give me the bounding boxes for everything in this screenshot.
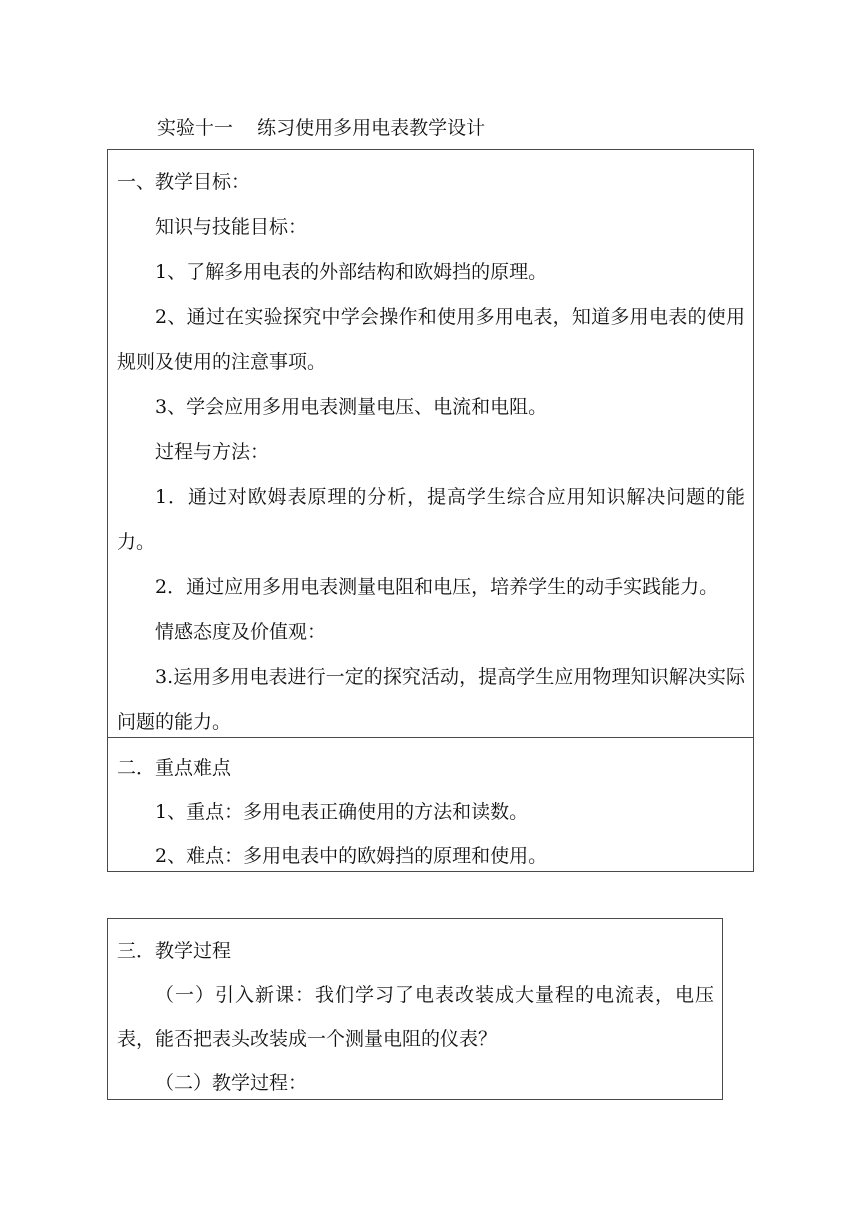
key-point-item-1: 1、重点：多用电表正确使用的方法和读数。 xyxy=(155,801,529,823)
document-title: 实验十一 练习使用多用电表教学设计 xyxy=(157,117,486,139)
key-point-item-2: 2、难点：多用电表中的欧姆挡的原理和使用。 xyxy=(155,845,548,867)
objectives-and-keypoints-table xyxy=(107,149,754,872)
process-item-1: 1．通过对欧姆表原理的分析，提高学生综合应用知识解决问题的能力。 xyxy=(117,486,745,553)
teaching-objectives-section xyxy=(108,150,753,737)
section-heading-objectives: 一、教学目标： xyxy=(117,171,251,193)
subheading-teaching-process: （二）教学过程： xyxy=(155,1072,308,1094)
subheading-process-methods: 过程与方法： xyxy=(155,441,270,463)
key-difficult-points-section xyxy=(108,737,753,878)
process-item-2: 2．通过应用多用电表测量电阻和电压，培养学生的动手实践能力。 xyxy=(155,576,719,598)
teaching-process-section xyxy=(108,919,722,1105)
emotion-item-1: 3.运用多用电表进行一定的探究活动，提高学生应用物理知识解决实际问题的能力。 xyxy=(117,666,745,733)
teaching-process-table xyxy=(107,918,723,1100)
subheading-knowledge-skills: 知识与技能目标： xyxy=(155,216,308,238)
section-heading-teaching-process: 三．教学过程 xyxy=(117,940,232,962)
knowledge-item-2: 2、通过在实验探究中学会操作和使用多用电表，知道多用电表的使用规则及使用的注意事项。 xyxy=(117,306,745,373)
knowledge-item-1: 1、了解多用电表的外部结构和欧姆挡的原理。 xyxy=(155,261,548,283)
knowledge-item-3: 3、学会应用多用电表测量电压、电流和电阻。 xyxy=(155,396,548,418)
subheading-emotion-values: 情感态度及价值观： xyxy=(155,621,327,643)
intro-paragraph: （一）引入新课：我们学习了电表改装成大量程的电流表，电压表，能否把表头改装成一个测量电阻的仪表？ xyxy=(117,984,714,1050)
section-heading-key-points: 二．重点难点 xyxy=(117,757,232,779)
